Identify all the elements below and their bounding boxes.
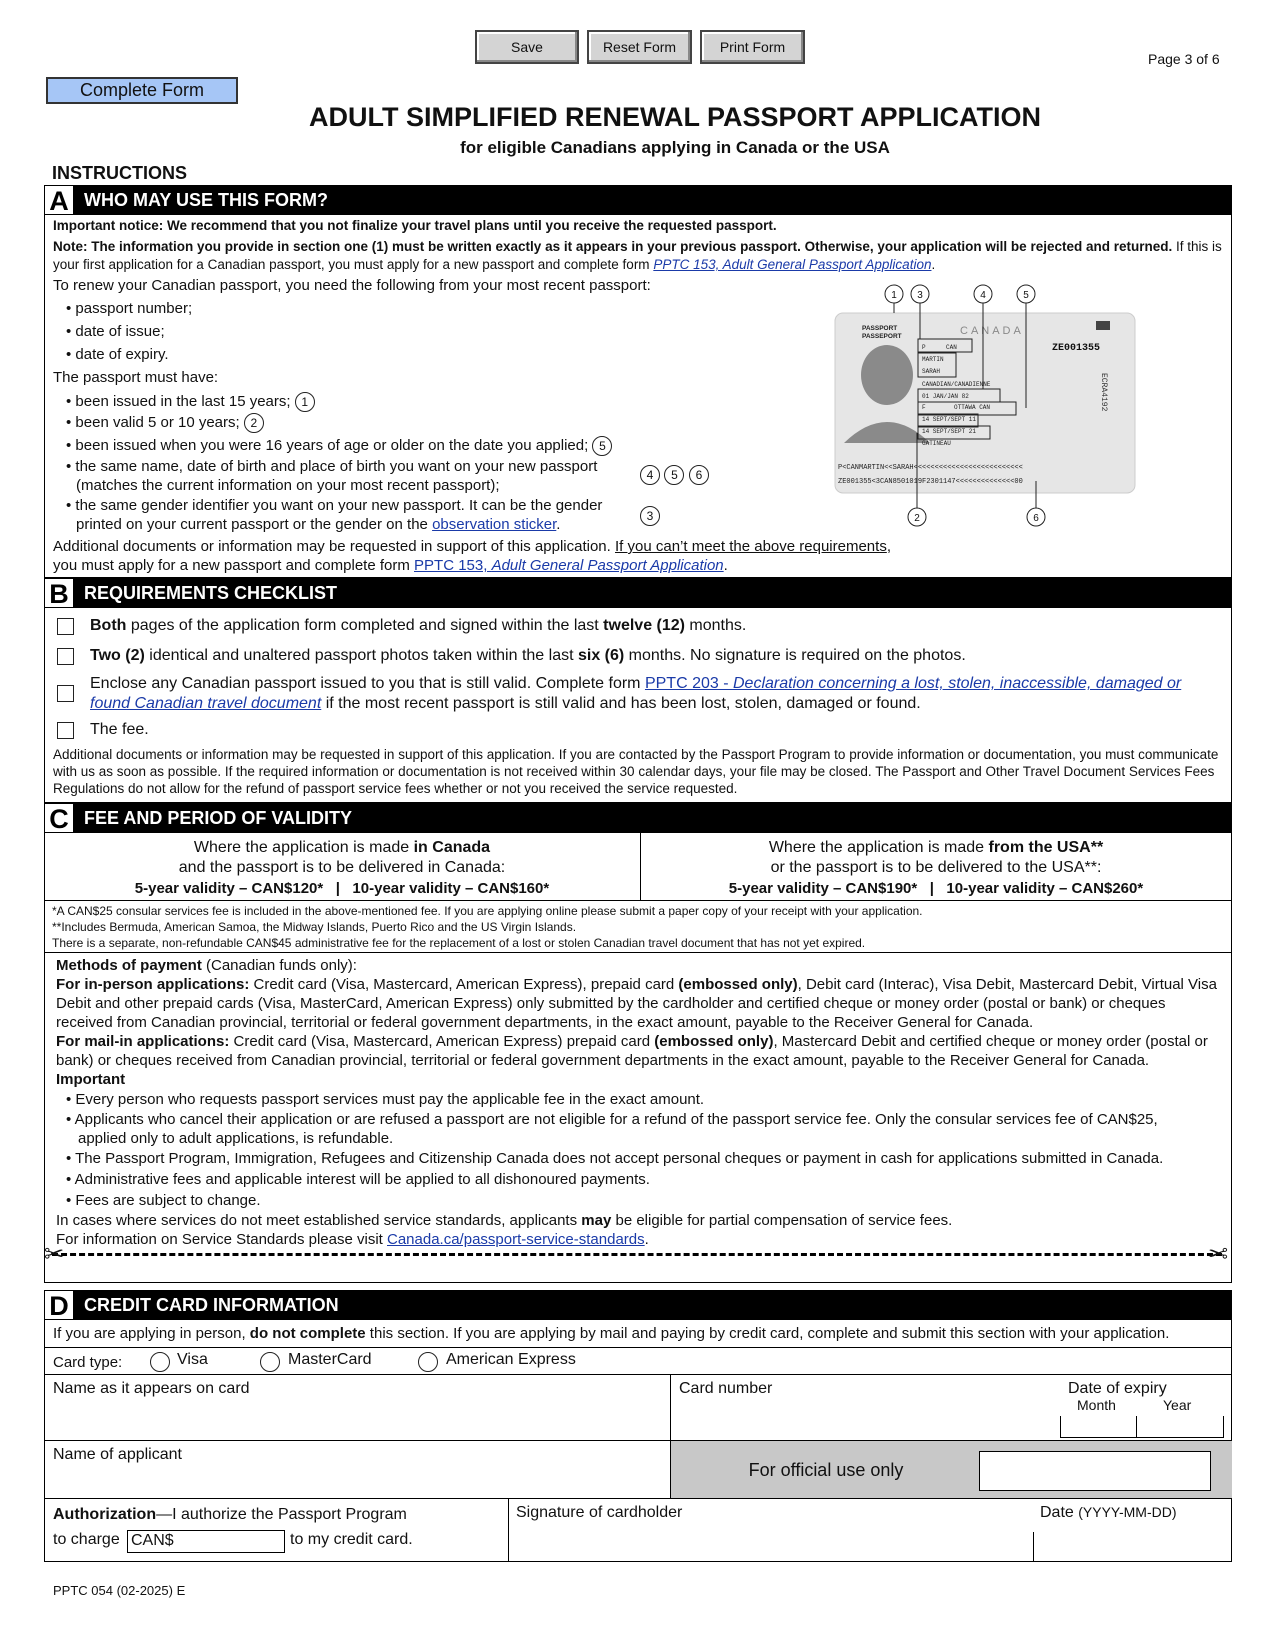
list-item: • passport number;	[66, 300, 193, 317]
credit-card-intro: If you are applying in person, do not complete this section. If you are applying by mail and paying by credit card, complete and submit this section with your application.	[53, 1325, 1170, 1342]
markers-456: 4 5 6	[640, 465, 709, 485]
additional-docs: Additional documents or information may be requested in support of this application. If you can’t meet the above requirements,	[53, 538, 891, 555]
note-text: If this is your first application for a Canadian passport, you must apply for a new passport and complete form	[53, 239, 1222, 272]
section-a-header	[44, 185, 1232, 215]
requirement-item: • the same name, date of birth and place of birth you want on your new passport	[66, 458, 598, 475]
expiry-year-label: Year	[1163, 1397, 1192, 1413]
checkbox-both-pages[interactable]	[57, 618, 74, 635]
page-number: Page 3 of 6	[1148, 51, 1220, 67]
expiry-label: Date of expiry	[1068, 1380, 1167, 1397]
print-form-button[interactable]: Print Form	[700, 30, 805, 64]
svg-text:14 SEPT/SEPT 11: 14 SEPT/SEPT 11	[922, 416, 977, 423]
official-use-box	[979, 1451, 1211, 1491]
section-letter: D	[44, 1290, 74, 1320]
marker-3: 3	[640, 506, 660, 526]
radio-mastercard-label: MasterCard	[288, 1351, 372, 1368]
passport-illustration	[830, 283, 1140, 528]
chip-icon	[1096, 321, 1110, 330]
expiry-year-input[interactable]	[1136, 1416, 1224, 1438]
marker-6: 6	[1033, 513, 1039, 524]
note-bold: Note: The information you provide in section one (1) must be written exactly as it appears in your previous passport. Otherwise, your application will be rejected and returned.	[53, 239, 1173, 254]
radio-visa[interactable]	[150, 1352, 170, 1372]
marker-2: 2	[244, 413, 264, 433]
svg-text:SARAH: SARAH	[922, 368, 941, 375]
radio-amex[interactable]	[418, 1352, 438, 1372]
must-have-heading: The passport must have:	[53, 369, 219, 386]
requirement-item: • been issued when you were 16 years of age or older on the date you applied; 5	[66, 436, 612, 456]
applicant-name-input[interactable]	[44, 1463, 670, 1498]
list-item: • date of issue;	[66, 323, 165, 340]
svg-text:P: P	[922, 344, 926, 351]
checklist-item: Both pages of the application form completed and signed within the last twelve (12) months.	[90, 617, 747, 634]
requirement-item-cont: printed on your current passport or the gender on the observation sticker.	[76, 516, 561, 533]
official-use-label: For official use only	[748, 1460, 904, 1480]
requirement-item-cont: (matches the current information on your most recent passport);	[76, 477, 500, 494]
svg-text:F: F	[922, 404, 926, 411]
name-on-card-input[interactable]	[44, 1397, 670, 1433]
important-notice: Important notice: We recommend that you not finalize your travel plans until you receive the requested passport.	[53, 218, 777, 233]
reset-form-button[interactable]: Reset Form	[587, 30, 692, 64]
checkbox-fee[interactable]	[57, 722, 74, 739]
svg-text:OTTAWA CAN: OTTAWA CAN	[954, 404, 991, 411]
fee-canada-line1: Where the application is made in Canada	[193, 839, 491, 856]
apply-new: you must apply for a new passport and complete form PPTC 153, Adult General Passport Application.	[53, 557, 728, 574]
expiry-month-label: Month	[1077, 1397, 1116, 1413]
svg-text:CANADIAN/CANADIENNE: CANADIAN/CANADIENNE	[922, 381, 991, 388]
applicant-name-label: Name of applicant	[53, 1446, 182, 1463]
radio-amex-label: American Express	[446, 1351, 576, 1368]
charge-amount-input[interactable]: CAN$	[127, 1530, 285, 1553]
form-code: PPTC 054 (02-2025) E	[53, 1583, 186, 1598]
fee-canada-prices: 5-year validity – CAN$120* | 10-year validity – CAN$160*	[134, 880, 550, 897]
scissors-icon: ✂	[1208, 1241, 1229, 1268]
marker-2: 2	[914, 513, 920, 524]
section-letter: C	[44, 803, 74, 833]
renew-intro: To renew your Canadian passport, you need the following from your most recent passport:	[53, 277, 651, 294]
note-paragraph: Note: The information you provide in section one (1) must be written exactly as it appears in your previous passport. Otherwise, your application will be rejected and returned. If this is your first application for a Canadian passport, you must apply for a new passport and complete form PPTC 153, Adult General Passport Application.	[53, 239, 1222, 272]
checklist-additional: Additional documents or information may be requested in support of this application. If you are contacted by the Passport Program to provide information or documentation, you must communicate with us as soon as possible. If the required information or documentation is not received within 30 calendar days, your file may be closed. The Passport and Other Travel Document Services Fees Regulations do not allow for the refund of passport service fees whether or not you received the service requested.	[53, 747, 1219, 796]
card-number-input[interactable]	[670, 1397, 1050, 1433]
svg-text:01 JAN/JAN 82: 01 JAN/JAN 82	[922, 393, 969, 400]
scissors-icon: ✂	[44, 1241, 65, 1268]
svg-text:MARTIN: MARTIN	[922, 356, 944, 363]
signature-label: Signature of cardholder	[516, 1504, 683, 1521]
page-subtitle: for eligible Canadians applying in Canada or the USA	[460, 138, 890, 157]
fee-usa-prices: 5-year validity – CAN$190* | 10-year validity – CAN$260*	[728, 880, 1144, 897]
radio-mastercard[interactable]	[260, 1352, 280, 1372]
pptc153-link[interactable]: PPTC 153, Adult General Passport Application	[653, 257, 932, 272]
marker-4: 4	[980, 290, 986, 301]
name-on-card-label: Name as it appears on card	[53, 1380, 250, 1397]
mrz-line-1: P<CANMARTIN<<SARAH<<<<<<<<<<<<<<<<<<<<<<<<<<	[838, 464, 1023, 472]
observation-sticker-link[interactable]: observation sticker	[432, 516, 557, 533]
section-title: FEE AND PERIOD OF VALIDITY	[84, 808, 353, 828]
card-type-label: Card type:	[53, 1354, 123, 1371]
checkbox-enclose-passport[interactable]	[57, 685, 74, 702]
svg-text:CAN: CAN	[946, 344, 957, 351]
requirement-item: • been valid 5 or 10 years; 2	[66, 413, 264, 433]
service-standards-link[interactable]: Canada.ca/passport-service-standards	[387, 1231, 645, 1248]
marker-3: 3	[917, 290, 923, 301]
authorization-text: Authorization—I authorize the Passport Program	[53, 1506, 407, 1523]
mrz-line-2: ZE001355<3CAN8501019F2301147<<<<<<<<<<<<<<00	[838, 478, 1023, 486]
expiry-month-input[interactable]	[1060, 1416, 1136, 1438]
to-card-label: to my credit card.	[290, 1531, 413, 1548]
section-c-header	[44, 803, 1232, 833]
card-number-label: Card number	[679, 1380, 773, 1397]
svg-text:PASSEPORT: PASSEPORT	[862, 333, 902, 340]
to-charge-label: to charge	[53, 1531, 120, 1548]
svg-text:GATINEAU: GATINEAU	[922, 440, 951, 447]
pptc203-link[interactable]: PPTC 203 - Declaration concerning a lost, stolen, inaccessible, damaged or found Canadian travel document	[90, 675, 1182, 712]
photo-head	[861, 345, 913, 405]
marker-1: 1	[295, 392, 315, 412]
fee-footnotes: *A CAN$25 consular services fee is included in the above-mentioned fee. If you are applying online please submit a paper copy of your receipt with your application. **Includes Bermuda, American Samoa, the Midway Islands, Puerto Rico and the US Virgin Islands. There is a separate, non-refundable CAN$45 administrative fee for the replacement of a lost or stolen Canadian travel document that has not yet expired.	[52, 904, 923, 950]
passport-country: CANADA	[960, 325, 1024, 337]
date-input[interactable]	[1034, 1532, 1230, 1562]
payment-methods: Methods of payment (Canadian funds only): For in-person applications: Credit card (Visa, Mastercard, American Express), prepaid card (embossed only), Debit card (Interac), Visa Debit, Mastercard Debit, Virtual Visa Debit and other prepaid cards (Visa, MasterCard, American Express) only submitted by the cardholder and certified cheque or money order (postal or bank) or cheques received from Canadian provincial, territorial or federal government departments, in the exact amount, payable to the Receiver General for Canada. For mail-in applications: Credit card (Visa, Mastercard, American Express) prepaid card (embossed only), Mastercard Debit and certified cheque or money order (postal or bank) or cheques received from Canadian provincial, territorial or federal government departments in the exact amount, payable to the Receiver General for Canada. Important • Every person who requests passport services must pay the applicable fee in the exact amount. • Applicants who cancel their application or are refused a passport are not eligible for a refund of the passport service fee. Only the consular services fee of CAN$25, applied only to adult applications, is refundable. • The Passport Program, Immigration, Refugees and Citizenship Canada does not accept personal cheques or payment in cash for applications submitted in Canada. • Administrative fees and applicable interest will be applied to all dishonoured payments. • Fees are subject to change. In cases where services do not meet established service standards, applicants may be eligible for partial compensation of service fees. For information on Service Standards please visit Canada.ca/passport-service-standards.	[56, 957, 1217, 1248]
section-title: WHO MAY USE THIS FORM?	[84, 190, 329, 210]
fee-canada-line2: and the passport is to be delivered in Canada:	[178, 859, 506, 876]
complete-form-button[interactable]: Complete Form	[46, 77, 238, 104]
section-b-header	[44, 578, 1232, 608]
section-title: CREDIT CARD INFORMATION	[84, 1295, 339, 1315]
date-label: Date (YYYY-MM-DD)	[1040, 1504, 1177, 1521]
checklist-item: Enclose any Canadian passport issued to you that is still valid. Complete form PPTC 203 - Declaration concerning a lost, stolen, inaccessible, damaged or found Canadian travel document if the most recent passport is still valid and has been lost, stolen, damaged or found.	[90, 675, 1182, 712]
cut-line	[52, 1253, 1222, 1256]
radio-visa-label: Visa	[177, 1351, 208, 1368]
signature-field[interactable]	[508, 1520, 1028, 1562]
instructions-heading: INSTRUCTIONS	[52, 163, 187, 183]
marker-1: 1	[891, 290, 897, 301]
marker-5: 5	[592, 436, 612, 456]
fee-usa-line1: Where the application is made from the USA**	[768, 839, 1104, 856]
pptc153-link-2[interactable]: PPTC 153, Adult General Passport Application	[414, 557, 724, 574]
section-letter: A	[44, 185, 74, 215]
checklist-item: Two (2) identical and unaltered passport photos taken within the last six (6) months. No signature is required on the photos.	[90, 647, 966, 664]
requirement-item: • the same gender identifier you want on your new passport. It can be the gender	[66, 497, 603, 514]
passport-number: ZE001355	[1052, 343, 1101, 354]
marker-5: 5	[1023, 290, 1029, 301]
section-title: REQUIREMENTS CHECKLIST	[84, 583, 338, 603]
svg-text:14 SEPT/SEPT 21: 14 SEPT/SEPT 21	[922, 428, 977, 435]
list-item: • date of expiry.	[66, 346, 169, 363]
fee-usa-line2: or the passport is to be delivered to the USA**:	[770, 859, 1102, 876]
page-title: ADULT SIMPLIFIED RENEWAL PASSPORT APPLICATION	[308, 102, 1042, 132]
passport-label: PASSPORT	[862, 325, 898, 332]
checkbox-photos[interactable]	[57, 648, 74, 665]
checklist-item: The fee.	[90, 721, 149, 738]
save-button[interactable]: Save	[475, 30, 579, 64]
requirement-item: • been issued in the last 15 years; 1	[66, 392, 315, 412]
section-d-header	[44, 1290, 1232, 1320]
passport-side-number: ECRA4192	[1099, 373, 1108, 412]
section-letter: B	[44, 578, 74, 608]
